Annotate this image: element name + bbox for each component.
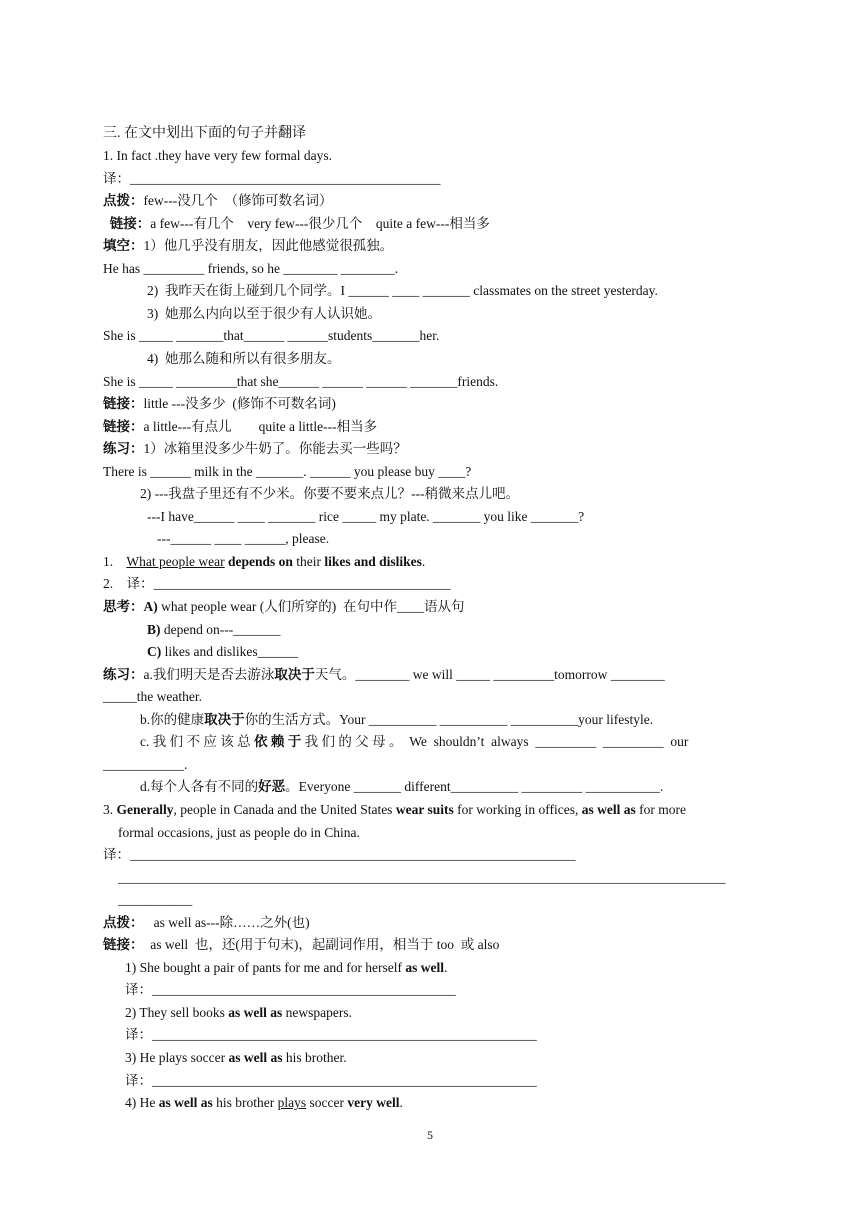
text-line bbox=[103, 754, 860, 776]
text-segment: What people wear bbox=[126, 553, 225, 569]
text-segment: newspapers. bbox=[282, 1004, 352, 1020]
text-line bbox=[147, 348, 860, 370]
text-segment: . bbox=[444, 959, 448, 975]
text-segment: She is _____ _________that she______ ______ ______ _______friends. bbox=[103, 373, 499, 389]
text-line bbox=[103, 573, 860, 595]
text-segment: 1) She bought a pair of pants for me and for herself bbox=[125, 959, 406, 975]
text-segment: 链接： bbox=[103, 396, 144, 412]
text-line bbox=[103, 168, 860, 190]
text-line bbox=[103, 461, 860, 483]
text-segment: _____the weather. bbox=[103, 689, 202, 705]
text-line bbox=[125, 1070, 860, 1092]
text-line bbox=[103, 799, 860, 821]
text-line bbox=[103, 258, 860, 280]
text-segment: 练习： bbox=[103, 666, 144, 682]
section-title: 三. 在文中划出下面的句子并翻译 bbox=[103, 126, 306, 141]
text-line bbox=[103, 235, 860, 257]
text-line bbox=[147, 506, 860, 528]
text-line bbox=[103, 551, 860, 573]
text-segment: 点拨： bbox=[103, 193, 144, 209]
text-segment: 1. bbox=[103, 553, 127, 569]
text-line bbox=[140, 483, 860, 505]
text-segment: 练习： bbox=[103, 441, 144, 457]
text-segment: ---______ ____ ______, please. bbox=[157, 531, 330, 547]
text-segment: c. 我 们 不 应 该 总 bbox=[140, 734, 254, 750]
text-line bbox=[103, 664, 860, 686]
text-line bbox=[103, 393, 860, 415]
text-segment: 2) They sell books bbox=[125, 1004, 229, 1020]
text-segment: He has _________ friends, so he ________ ________. bbox=[103, 260, 399, 276]
text-segment: plays bbox=[277, 1095, 307, 1111]
text-segment: his brother bbox=[212, 1095, 278, 1111]
text-segment: 1. In fact .they have very few formal days. bbox=[103, 148, 333, 163]
text-segment: ---I have______ ____ _______ rice _____ my plate. _______ you like _______? bbox=[147, 508, 585, 524]
text-segment: likes and dislikes bbox=[324, 553, 422, 569]
text-segment: 1）冰箱里没多少牛奶了。你能去买一些吗？ bbox=[143, 441, 407, 457]
text-line bbox=[147, 619, 860, 641]
text-segment: a.我们明天是否去游泳 bbox=[143, 666, 275, 682]
text-segment: as well 也，还(用于句末)，起副词作用，相当于 too 或 also bbox=[143, 937, 500, 953]
text-line bbox=[103, 325, 860, 347]
text-segment: 3) 她那么内向以至于很少有人认识她。 bbox=[147, 305, 381, 321]
text-segment: 2. 译：____________________________________________ bbox=[103, 576, 451, 592]
text-segment: 填空： bbox=[103, 238, 144, 254]
text-segment: 3) He plays soccer bbox=[125, 1050, 229, 1065]
text-line bbox=[125, 957, 860, 979]
text-line bbox=[147, 303, 860, 325]
text-line bbox=[147, 280, 860, 302]
text-segment: 好恶 bbox=[258, 779, 286, 795]
text-segment: She is _____ _______that______ ______students_______her. bbox=[103, 328, 440, 344]
text-segment: 天气。________ we will _____ _________tomorrow ________ bbox=[314, 666, 665, 682]
text-segment: 链接： bbox=[103, 215, 151, 231]
text-segment: little ---没多少 (修饰不可数名词) bbox=[143, 396, 336, 412]
text-line bbox=[125, 979, 860, 1001]
text-line bbox=[140, 709, 860, 731]
text-segment: 译：______________________________________________ bbox=[103, 170, 441, 186]
text-line bbox=[118, 822, 860, 844]
text-segment: 你的生活方式。Your __________ __________ __________your lifestyle. bbox=[244, 711, 654, 727]
text-line bbox=[125, 1047, 860, 1069]
text-line bbox=[103, 686, 860, 708]
text-segment: their bbox=[292, 553, 325, 569]
text-segment: b.你的健康 bbox=[140, 711, 205, 727]
text-line bbox=[118, 867, 860, 889]
text-segment: 点拨： bbox=[103, 914, 144, 930]
text-segment: as well as bbox=[228, 1004, 283, 1020]
text-segment: soccer bbox=[306, 1095, 348, 1111]
text-line bbox=[140, 776, 860, 798]
text-segment: very well bbox=[347, 1095, 400, 1111]
text-segment: 链接： bbox=[103, 418, 144, 434]
text-segment: wear suits bbox=[395, 801, 454, 817]
text-segment: 译：_____________________________________________ bbox=[125, 982, 456, 998]
text-segment: C) bbox=[147, 644, 162, 660]
text-segment: 译：_________________________________________________________ bbox=[125, 1072, 537, 1088]
text-segment: as well as---除……之外(也) bbox=[143, 914, 310, 930]
text-segment: ____________. bbox=[103, 756, 188, 772]
text-line bbox=[125, 1092, 860, 1114]
text-segment: 1）他几乎没有朋友，因此他感觉很孤独。 bbox=[143, 238, 394, 254]
text-segment: formal occasions, just as people do in China. bbox=[118, 824, 360, 840]
text-segment: 依 赖 于 bbox=[254, 734, 302, 750]
text-segment: Generally bbox=[116, 801, 174, 817]
text-segment: 思考： bbox=[103, 599, 144, 614]
text-line bbox=[103, 145, 860, 167]
text-line bbox=[125, 1002, 860, 1024]
text-segment: as well bbox=[405, 959, 445, 975]
text-segment: depends on bbox=[227, 553, 293, 569]
text-line bbox=[140, 731, 860, 753]
text-line bbox=[118, 889, 860, 911]
text-segment: A) bbox=[143, 599, 158, 614]
text-segment: few---没几个 （修饰可数名词） bbox=[143, 193, 333, 209]
text-segment: for more bbox=[635, 801, 686, 817]
text-segment: 2) ---我盘子里还有不少米。你要不要来点儿？---稍微来点儿吧。 bbox=[140, 486, 520, 502]
text-segment: d.每个人各有不同的 bbox=[140, 779, 259, 795]
text-segment: 。Everyone _______ different__________ _________ ___________. bbox=[285, 779, 664, 795]
text-segment: 3. bbox=[103, 801, 117, 817]
text-segment: for working in offices, bbox=[453, 801, 582, 817]
text-segment: 我 们 的 父 母 。 We shouldn’t always _________ _________ our bbox=[301, 734, 689, 750]
text-segment: 译：_________________________________________________________ bbox=[125, 1027, 537, 1043]
text-segment: B) bbox=[147, 621, 161, 637]
text-segment: . bbox=[421, 553, 426, 569]
text-line bbox=[103, 934, 860, 956]
text-segment: , people in Canada and the United States bbox=[173, 801, 396, 817]
text-segment: __________________________________________________________________________________________ bbox=[118, 869, 726, 885]
text-segment: 2) 我昨天在街上碰到几个同学。I ______ ____ _______ classmates on the street yesterday. bbox=[147, 283, 658, 299]
text-segment: a few---有几个 very few---很少几个 quite a few---相当多 bbox=[150, 215, 490, 231]
text-line bbox=[147, 641, 860, 663]
text-segment: 链接： bbox=[103, 937, 144, 953]
text-segment: 取决于 bbox=[204, 711, 245, 727]
text-segment: . bbox=[399, 1095, 403, 1111]
text-line bbox=[103, 844, 860, 866]
text-segment: a little---有点儿 quite a little---相当多 bbox=[143, 418, 378, 434]
text-segment: likes and dislikes______ bbox=[161, 644, 299, 660]
text-segment: 4) He bbox=[125, 1095, 159, 1111]
text-line bbox=[103, 213, 860, 235]
page-number: 5 bbox=[427, 1128, 433, 1142]
text-line bbox=[125, 1024, 860, 1046]
text-segment: 4) 她那么随和所以有很多朋友。 bbox=[147, 350, 341, 366]
text-segment: 译：__________________________________________________________________ bbox=[103, 847, 576, 863]
text-segment: his brother. bbox=[282, 1050, 347, 1065]
text-line bbox=[103, 438, 860, 460]
text-segment: 取决于 bbox=[274, 666, 315, 682]
text-segment: depend on---_______ bbox=[160, 621, 281, 637]
text-segment: as well as bbox=[228, 1050, 283, 1065]
text-segment: as well as bbox=[158, 1095, 213, 1111]
text-line bbox=[103, 416, 860, 438]
text-segment: ___________ bbox=[118, 892, 193, 908]
text-line bbox=[157, 528, 860, 550]
text-segment: what people wear (人们所穿的) 在句中作____语从句 bbox=[157, 599, 465, 614]
text-line bbox=[103, 596, 860, 618]
text-line bbox=[103, 912, 860, 934]
text-line bbox=[103, 371, 860, 393]
text-line bbox=[103, 190, 860, 212]
text-segment: There is ______ milk in the _______. ______ you please buy ____? bbox=[103, 463, 472, 479]
text-segment: as well as bbox=[581, 801, 636, 817]
